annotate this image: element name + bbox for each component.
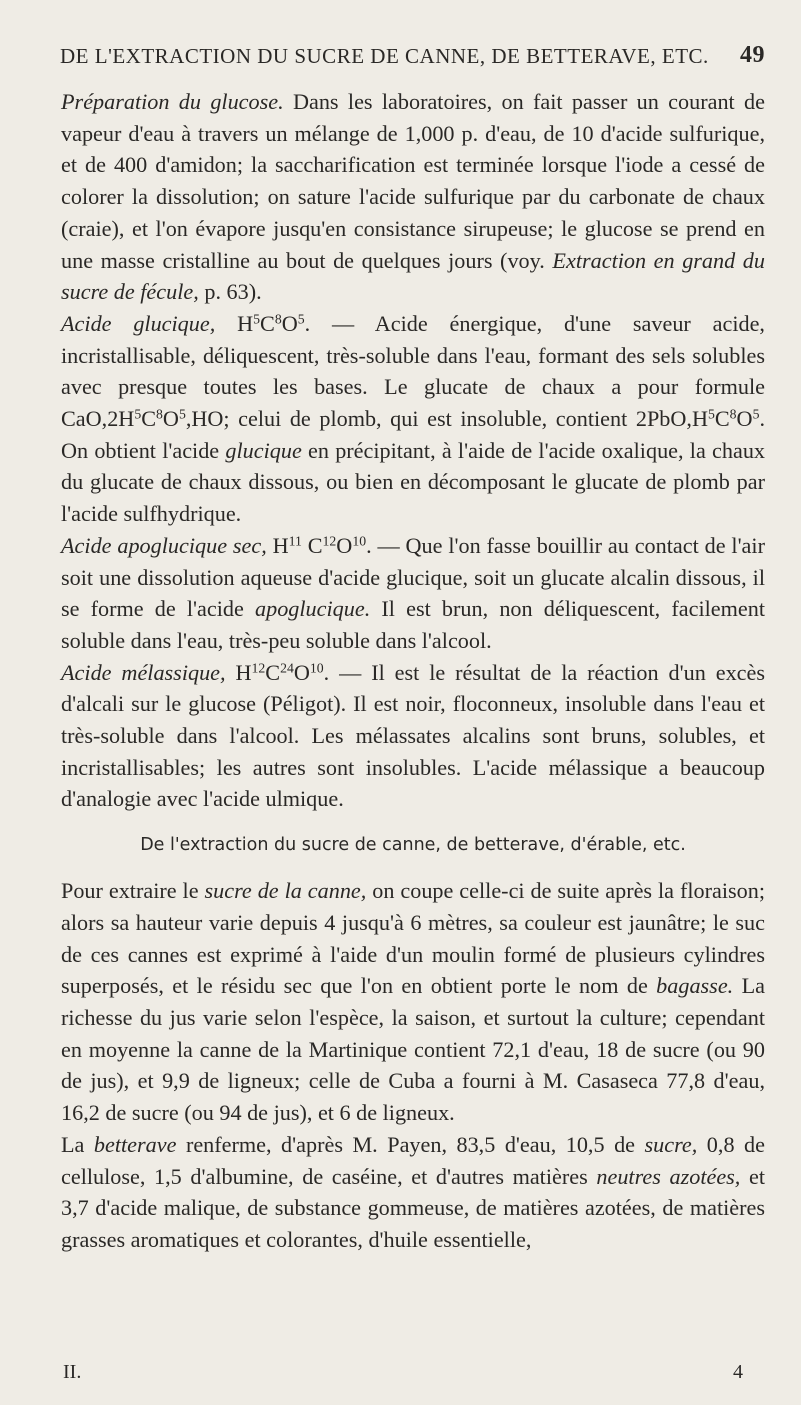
formula: $H^{12}C^{24}O^{10}$ (225, 659, 324, 685)
sheet-signature: 4 (733, 1361, 743, 1383)
paragraph-lead: Acide glucique, (61, 310, 216, 336)
formula: $H^5C^8O^5$ (215, 310, 305, 336)
formula: $H^{11}$ $C^{12}O^{10}$ (266, 532, 367, 558)
paragraph-lead: Préparation du glucose. (61, 89, 284, 114)
paragraph-acide-melassique: Acide mélassique, $H^{12}C^{24}O^{10}$. — Il est le résultat de la réaction d'un excès d'alcali sur le glucose (Péligot). Il est noir, floconneux, insoluble dans l'eau et très-soluble dans l'alcool. Les mélassates alcalins sont bruns, solubles, et incristallisables; les autres sont insolubles. L'acide mélassique a beaucoup d'analogie avec l'acide ulmique. (61, 659, 765, 812)
section-heading: De l'extraction du sucre de canne, de betterave, d'érable, etc. (140, 835, 686, 856)
volume-signature: II. (63, 1361, 82, 1383)
paragraph-acide-apoglucique: Acide apoglucique sec, $H^{11}$ $C^{12}O^{10}$. — Que l'on fasse bouillir au contact de l'air soit une dissolution aqueuse d'acide glucique, soit un glucate alcalin dissous, il se forme de l'acide apoglucique. Il est brun, non déliquescent, facilement soluble dans l'eau, très-peu soluble dans l'alcool. (61, 532, 765, 653)
running-head (60, 44, 771, 69)
paragraph-glucose-preparation: Préparation du glucose. Dans les laboratoires, on fait passer un courant de vapeur d'eau à travers un mélange de 1,000 p. d'eau, de 10 d'acide sulfurique, et de 400 d'amidon; la saccharification est terminée lorsque l'iode a cessé de colorer la dissolution; on sature l'acide sulfurique par du carbonate de chaux (craie), et l'on évapore jusqu'en consistance sirupeuse; le glucose se prend en une masse cristalline au bout de quelques jours (voy. Extraction en grand du sucre de fécule, p. 63). (61, 89, 765, 305)
running-title: DE L'EXTRACTION DU SUCRE DE CANNE, DE BETTERAVE, ETC. (60, 44, 709, 68)
cross-reference: Extraction en grand du sucre de fécule, (61, 247, 765, 305)
paragraph-sucre-de-canne: Pour extraire le sucre de la canne, on coupe celle-ci de suite après la floraison; alors sa hauteur varie depuis 4 jusqu'à 6 mètres, sa couleur est jaunâtre; le suc de ces cannes est exprimé à l'aide d'un moulin formé de plusieurs cylindres superposés, et le résidu sec que l'on en obtient porte le nom de bagasse. La richesse du jus varie selon l'espèce, la saison, et surtout la culture; cependant en moyenne la canne de la Martinique contient 72,1 d'eau, 18 de sucre (ou 90 de jus), et 9,9 de ligneux; celle de Cuba a fourni à M. Casaseca 77,8 d'eau, 16,2 de sucre (ou 94 de jus), et 6 de ligneux. (61, 878, 766, 1126)
page-number: 49 (740, 42, 765, 68)
paragraph-lead: Acide mélassique, (61, 659, 226, 685)
paragraph-acide-glucique: Acide glucique, $H^5C^8O^5$. — Acide énergique, d'une saveur acide, incristallisable, déliquescent, très-soluble dans l'eau, formant des sels solubles avec presque toutes les bases. Le glucate de chaux a pour formule $CaO,2H^5C^8O^5,HO$; celui de plomb, qui est insoluble, contient $2PbO,H^5C^8O^5$. On obtient l'acide glucique en précipitant, à l'aide de l'acide oxalique, la chaux du glucate de chaux dissous, ou bien en décomposant le glucate de plomb par l'acide sulfhydrique. (61, 310, 766, 527)
paragraph-lead: Acide apoglucique sec, (61, 532, 267, 558)
paragraph-betterave: La betterave renferme, d'après M. Payen, 83,5 d'eau, 10,5 de sucre, 0,8 de cellulose, 1,5 d'albumine, de caséine, et d'autres matières neutres azotées, et 3,7 d'acide malique, de substance gommeuse, de matières azotées, de matières grasses aromatiques et colorantes, d'huile essentielle, (61, 1131, 765, 1252)
body-text (61, 86, 765, 1256)
